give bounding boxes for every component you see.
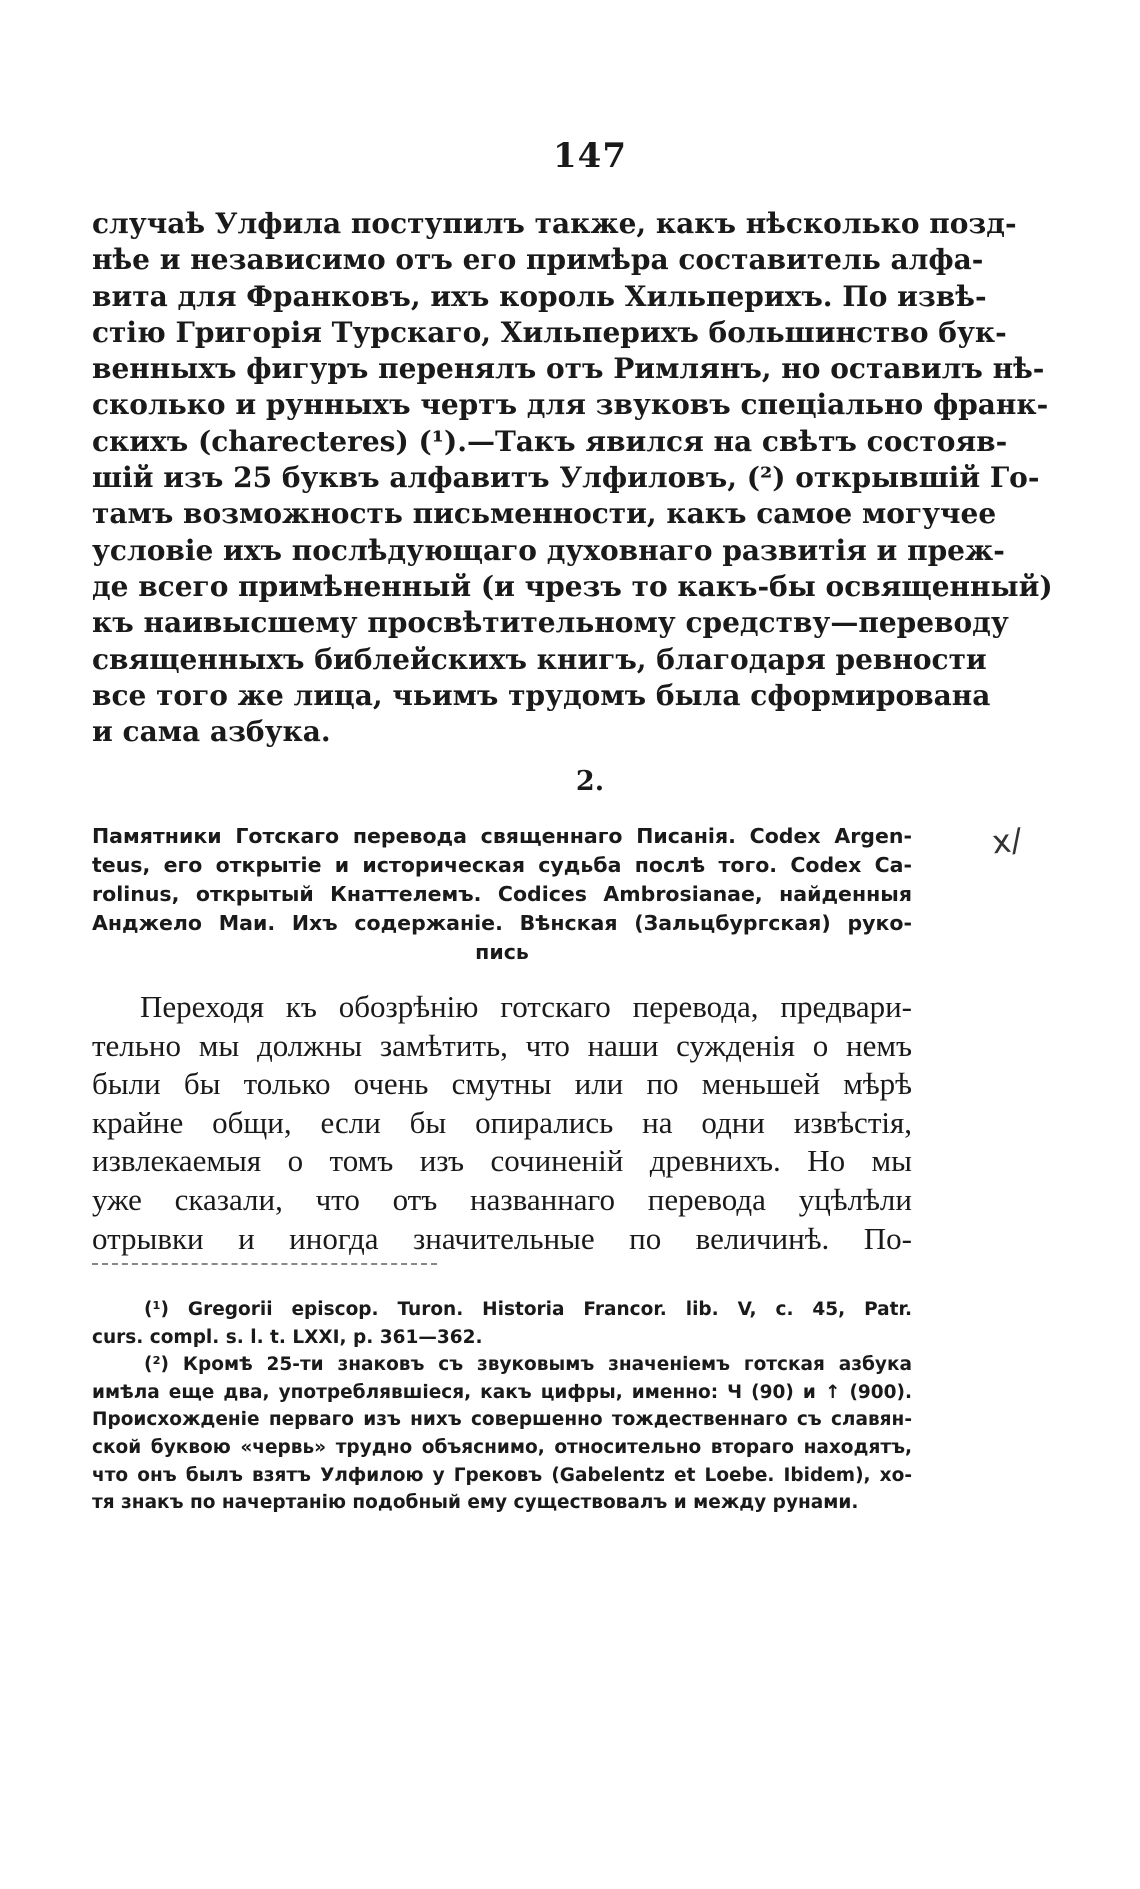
- text-line: все того же лица, чьимъ трудомъ была сформирована: [92, 678, 991, 712]
- text-line: священныхъ библейскихъ книгъ, благодаря ревности: [92, 642, 987, 676]
- summary-line: Анджело Маи. Ихъ содержаніе. Вѣнская (Зальцбургская) руко-: [92, 911, 912, 935]
- text-line: Переходя къ обозрѣнію готскаго перевода, предвари-: [140, 989, 912, 1024]
- summary-line: Памятники Готскаго перевода священнаго Писанія. Codex Argen-: [92, 824, 912, 848]
- footnote-line: ской буквою «червь» трудно объяснимо, относительно втораго находятъ,: [92, 1436, 912, 1458]
- page-number: 147: [553, 136, 627, 176]
- summary-line: пись: [475, 940, 529, 964]
- body-paragraph-main: [92, 988, 912, 1258]
- footnote-line: тя знакъ по начертанію подобный ему существовалъ и между рунами.: [92, 1492, 859, 1514]
- text-line: извлекаемыя о томъ изъ сочиненій древнихъ. Но мы: [92, 1143, 912, 1179]
- text-line: были бы только очень смутны или по меньшей мѣрѣ: [92, 1066, 912, 1102]
- footnote-separator: [92, 1263, 437, 1265]
- text-line: къ наивысшему просвѣтительному средству—переводу: [92, 606, 1009, 640]
- text-line: шій изъ 25 буквъ алфавитъ Улфиловъ, (²) открывшій Го-: [92, 461, 1040, 495]
- text-line: сколько и рунныхъ чертъ для звуковъ спеціально франк-: [92, 388, 1049, 422]
- text-line: венныхъ фигуръ перенялъ отъ Римлянъ, но оставилъ нѣ-: [92, 352, 1045, 386]
- text-line: и сама азбука.: [92, 715, 331, 749]
- body-paragraph-top: [92, 206, 1053, 750]
- section-number: 2.: [575, 766, 605, 797]
- footnote-line: (¹) Gregorii episcop. Turon. Historia Francor. lib. V, c. 45, Patr.: [144, 1299, 912, 1320]
- text-line: условіе ихъ послѣдующаго духовнаго развитія и преж-: [92, 533, 1005, 567]
- text-line: вита для Франковъ, ихъ король Хильперихъ. По извѣ-: [92, 279, 987, 313]
- text-line: стію Григорія Турскаго, Хильперихъ большинство бук-: [92, 315, 1007, 349]
- footnote-line: curs. compl. s. l. t. LXXI, p. 361—362.: [92, 1326, 483, 1348]
- summary-line: rolinus, открытый Кнаттелемъ. Codices Ambrosianae, найденныя: [92, 882, 912, 906]
- text-line: отрывки и иногда значительные по величинѣ. По-: [92, 1220, 912, 1256]
- footnote-line: что онъ былъ взятъ Улфилою у Грековъ (Gabelentz et Loebe. Ibidem), хо-: [92, 1464, 912, 1486]
- footnote-line: Происхожденіе перваго изъ нихъ совершенно тождественнаго съ славян-: [92, 1409, 912, 1431]
- text-line: случаѣ Улфила поступилъ также, какъ нѣсколько позд-: [92, 207, 1017, 240]
- footnote-line: имѣла еще два, употреблявшіеся, какъ цифры, именно: Ч (90) и ↑ (900).: [92, 1381, 912, 1403]
- text-line: тамъ возможность письменности, какъ самое могучее: [92, 497, 997, 531]
- text-line: крайне общи, если бы опирались на одни извѣстія,: [92, 1104, 912, 1140]
- summary-line: teus, его открытіе и историческая судьба послѣ того. Codex Ca-: [92, 853, 912, 877]
- handwritten-margin-note: x/: [990, 820, 1024, 862]
- text-line: скихъ (charecteres) (¹).—Такъ явился на свѣтъ состояв-: [92, 424, 1008, 458]
- footnotes: [92, 1296, 912, 1517]
- text-line: нѣе и независимо отъ его примѣра составитель алфа-: [92, 243, 984, 277]
- text-line: де всего примѣненный (и чрезъ то какъ-бы освященный): [92, 569, 1053, 603]
- section-summary: [92, 822, 912, 967]
- text-line: тельно мы должны замѣтить, что наши сужденія о немъ: [92, 1027, 912, 1063]
- text-line: уже сказали, что отъ названнаго перевода уцѣлѣли: [92, 1181, 912, 1217]
- footnote-line: (²) Кромѣ 25-ти знаковъ съ звуковымъ значеніемъ готская азбука: [144, 1354, 912, 1376]
